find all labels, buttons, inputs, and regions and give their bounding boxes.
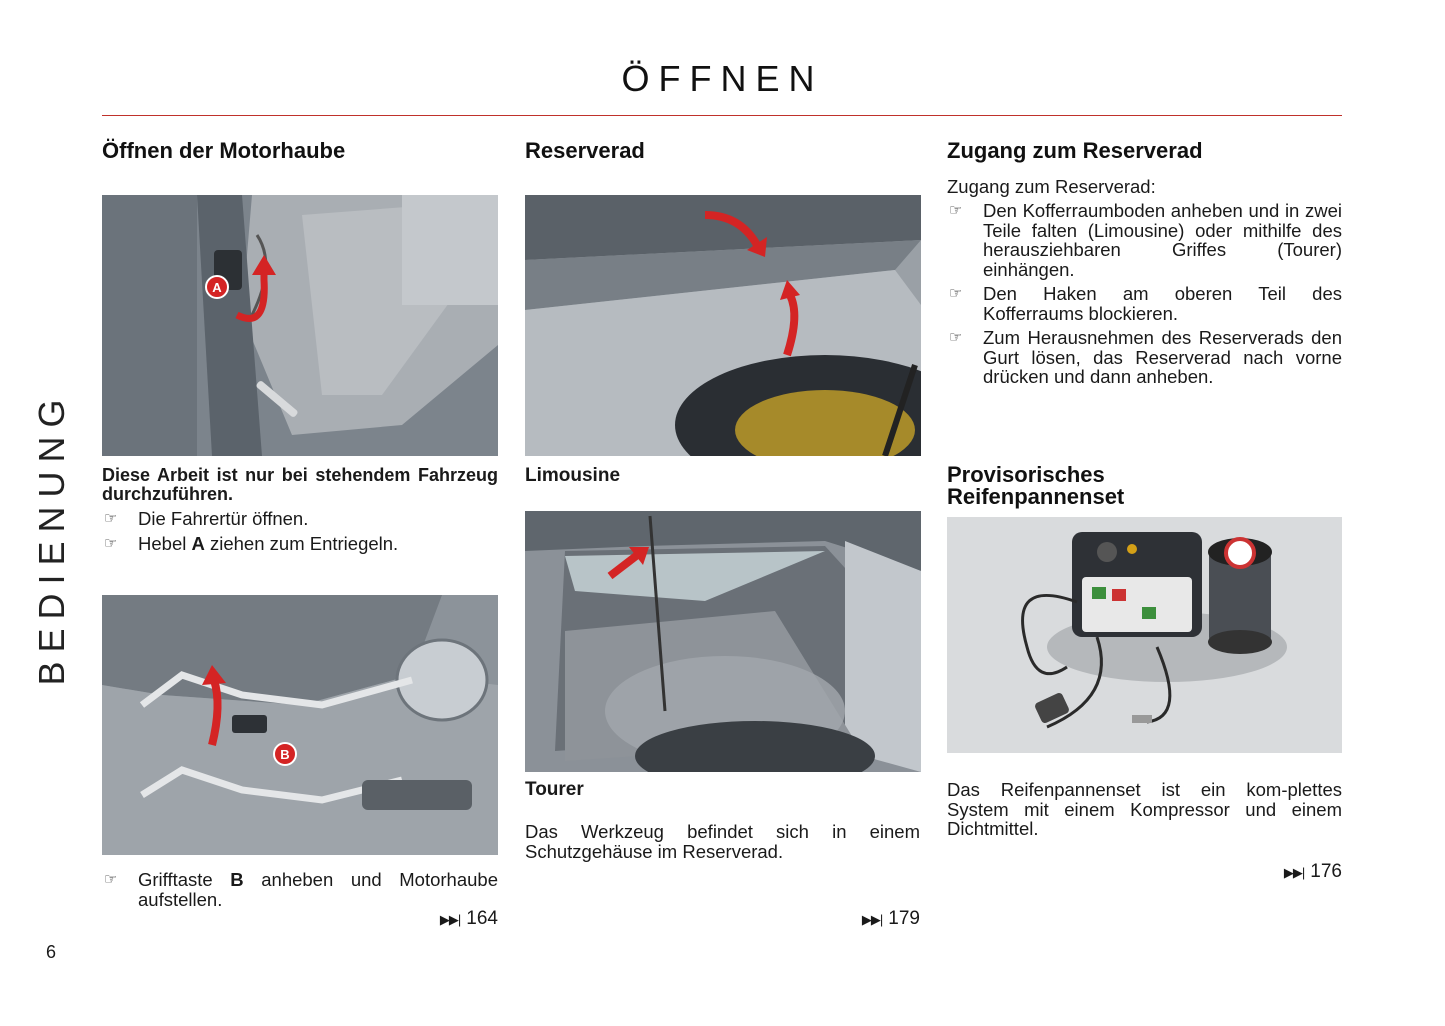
photo-spare-tourer [525,511,921,772]
label-b-text: B [280,747,290,762]
section-heading-access: Zugang zum Reserverad [947,138,1203,163]
photo-repair-kit [947,517,1342,753]
header-rule [102,115,1342,116]
side-tab [22,378,82,698]
page-reference[interactable]: ▶▶| 179 [861,908,920,929]
list-item: ☞ Grifftaste B anheben und Motorhaube aufstellen. [104,869,499,910]
caption-limousine: Limousine [525,465,621,486]
repair-kit-text: Das Reifenpannenset ist ein kom-plettes System mit einem Kompressor und einem Dichtmittel. [947,779,1342,839]
side-tab-label: BEDIENUNG [31,390,72,686]
hood-step-b [102,870,498,909]
list-item: ☞ Hebel A ziehen zum Entriegeln. [104,532,399,554]
pointing-hand-icon: ☞ [949,329,963,346]
safety-warning: Diese Arbeit ist nur bei stehendem Fahrzeug durchzuführen. [102,465,498,504]
section-heading-spare-wheel: Reserverad [525,138,645,163]
pointing-hand-icon: ☞ [949,285,963,302]
pointing-hand-icon: ☞ [104,510,118,527]
pointing-hand-icon: ☞ [949,202,963,219]
photo-hood-release [102,595,498,855]
access-intro: Zugang zum Reserverad: [947,176,1156,197]
next-track-icon: ▶▶| [439,912,461,927]
list-item: ☞ Den Haken am oberen Teil des Kofferraums blockieren. [949,283,1342,324]
list-item: ☞ Die Fahrertür öffnen. [104,508,309,529]
page-number: 6 [46,942,57,962]
access-steps-list [947,201,1342,387]
pointing-hand-icon: ☞ [104,871,118,888]
section-heading-hood: Öffnen der Motorhaube [102,138,346,163]
label-a-text: A [212,280,222,295]
next-track-icon: ▶▶| [861,912,883,927]
page-reference[interactable]: ▶▶| 164 [439,908,498,929]
label-a-marker [206,276,228,298]
list-item: ☞ Den Kofferraumboden anheben und in zwei Teile falten (Limousine) oder mithilfe des herausziehbaren Griffes (Tourer) einhängen. [949,200,1342,280]
caption-tourer: Tourer [525,779,584,800]
pointing-hand-icon: ☞ [104,534,118,552]
hood-steps-list [102,509,498,553]
photo-hood-lever [102,195,498,456]
section-heading-repair-kit: Provisorisches Reifenpannenset [947,462,1125,509]
photo-spare-limousine [525,195,921,456]
tool-location-text: Das Werkzeug befindet sich in einem Schutzgehäuse im Reserverad. [525,821,920,862]
page-title: ÖFFNEN [621,58,824,99]
list-item: ☞ Zum Herausnehmen des Reserverads den Gurt lösen, das Reserverad nach vorne drücken und dann anheben. [949,327,1342,387]
next-track-icon: ▶▶| [1283,865,1305,880]
page-reference[interactable]: ▶▶| 176 [1283,861,1342,882]
label-b-marker [274,743,296,765]
